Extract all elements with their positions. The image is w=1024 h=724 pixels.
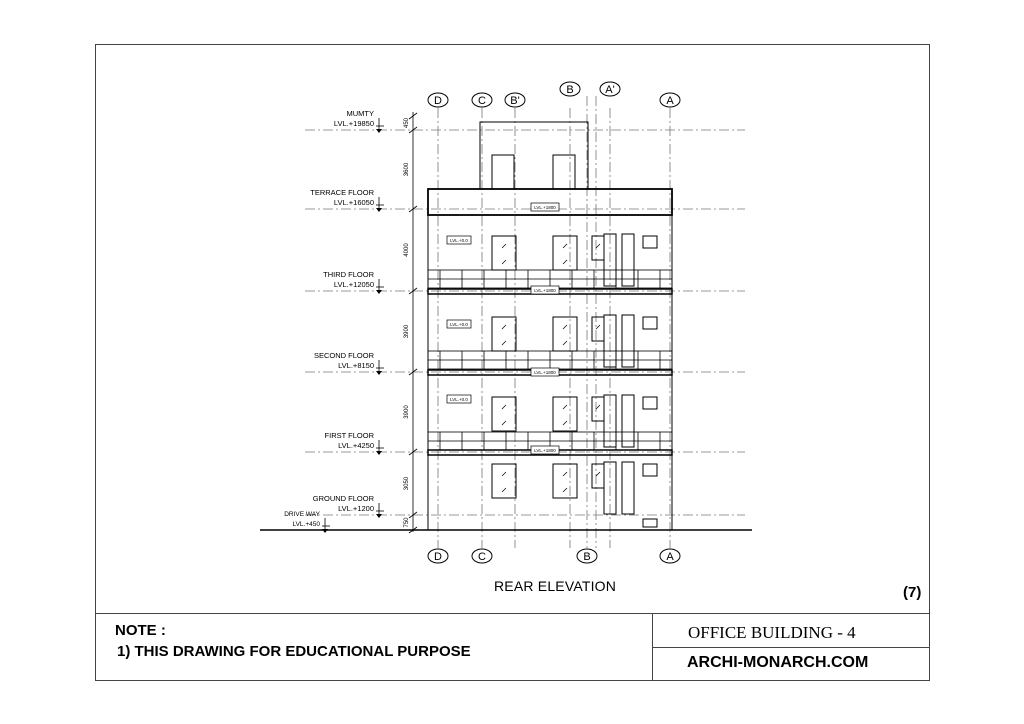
level-marker-arrow (376, 514, 382, 518)
level-marker-arrow (376, 371, 382, 375)
dimension-value: 450 (404, 117, 410, 129)
level-marker-arrow (376, 451, 382, 455)
grid-label-top: C (478, 95, 486, 107)
railings (428, 270, 672, 450)
level-name: GROUND FLOOR (312, 494, 374, 503)
grid-label-top: D (434, 95, 442, 107)
level-marker-arrow (376, 208, 382, 212)
window (492, 397, 516, 431)
glazing-mark (563, 260, 567, 264)
window (592, 236, 604, 260)
slab-tag: LVL.+1800 (534, 288, 556, 293)
vent (643, 317, 657, 329)
door (622, 315, 634, 367)
level-marker-arrow (376, 129, 382, 133)
glazing-mark (563, 244, 567, 248)
mumty-door (492, 155, 514, 189)
level-name: THIRD FLOOR (323, 270, 374, 279)
title-block-divider (95, 613, 930, 614)
level-name: SECOND FLOOR (313, 351, 374, 360)
slab-tag: LVL.+1800 (534, 205, 556, 210)
glazing-mark (502, 421, 506, 425)
glazing-mark (563, 421, 567, 425)
glazing-mark (502, 488, 506, 492)
slab-tag: LVL.+1800 (534, 370, 556, 375)
glazing-mark (563, 341, 567, 345)
door (622, 395, 634, 447)
level-value: LVL.+1200 (338, 504, 374, 513)
window (553, 317, 577, 351)
door (622, 234, 634, 286)
dimension-value: 750 (404, 517, 410, 528)
level-marker-arrow (376, 290, 382, 294)
window (592, 397, 604, 421)
level-value: LVL.+4250 (338, 441, 374, 450)
level-value: LVL.+19850 (333, 119, 374, 128)
website-credit: ARCHI-MONARCH.COM (687, 654, 869, 671)
slab-tag: LVL.+1800 (534, 448, 556, 453)
grid-label-top: B (566, 84, 574, 96)
dimension-value: 4000 (404, 243, 410, 257)
grid-label-bottom: B (583, 551, 591, 563)
window (492, 464, 516, 498)
level-value: LVL.+16050 (333, 198, 374, 207)
glazing-mark (596, 405, 600, 409)
level-value: LVL.+450 (292, 521, 320, 528)
dimension-chain (404, 112, 417, 533)
grid-label-bottom: C (478, 551, 486, 563)
grid-lines (438, 96, 670, 548)
vent (643, 397, 657, 409)
glazing-mark (563, 472, 567, 476)
building-outline (260, 122, 752, 530)
glazing-mark (502, 260, 506, 264)
elevation-title: REAR ELEVATION (494, 578, 617, 594)
grid-label-top: A' (605, 84, 615, 96)
level-marker-arrow (322, 529, 328, 533)
dimension-value: 3900 (404, 324, 410, 339)
window (553, 464, 577, 498)
sill-tag: LVL.+0.0 (450, 238, 468, 243)
vent (643, 236, 657, 248)
sill-tag: LVL.+0.0 (450, 397, 468, 402)
window (492, 236, 516, 270)
glazing-mark (563, 405, 567, 409)
project-name: OFFICE BUILDING - 4 (688, 623, 856, 642)
level-value: LVL.+12050 (333, 280, 374, 289)
glazing-mark (502, 325, 506, 329)
glazing-mark (596, 325, 600, 329)
glazing-mark (563, 488, 567, 492)
note-heading: NOTE : (115, 622, 166, 639)
glazing-mark (502, 341, 506, 345)
sheet-number: (7) (903, 584, 922, 601)
level-name: DRIVE WAY (284, 511, 320, 518)
mumty-door (553, 155, 575, 189)
grid-label-bottom: D (434, 551, 442, 563)
glazing-mark (502, 472, 506, 476)
window (592, 317, 604, 341)
vent (643, 464, 657, 476)
window (592, 464, 604, 488)
level-name: TERRACE FLOOR (310, 188, 374, 197)
glazing-mark (596, 244, 600, 248)
door (622, 462, 634, 514)
level-name: MUMTY (346, 109, 374, 118)
level-name: FIRST FLOOR (324, 431, 374, 440)
title-block-inner-divider (652, 647, 930, 648)
window (553, 397, 577, 431)
window (553, 236, 577, 270)
glazing-mark (502, 244, 506, 248)
glazing-mark (563, 325, 567, 329)
level-markers (284, 109, 384, 533)
note-text: 1) THIS DRAWING FOR EDUCATIONAL PURPOSE (117, 643, 471, 660)
grid-label-top: A (666, 95, 674, 107)
door (604, 315, 616, 367)
sill-tag: LVL.+0.0 (450, 322, 468, 327)
vent (643, 519, 657, 527)
level-value: LVL.+8150 (338, 361, 374, 370)
level-tags (447, 203, 559, 454)
openings (492, 234, 657, 527)
dimension-value: 3050 (404, 476, 410, 491)
grid-label-bottom: A (666, 551, 674, 563)
glazing-mark (502, 405, 506, 409)
glazing-mark (596, 472, 600, 476)
grid-label-top: B' (510, 95, 520, 107)
dimension-value: 3600 (404, 162, 410, 177)
window (492, 317, 516, 351)
dimension-value: 3900 (404, 405, 410, 419)
